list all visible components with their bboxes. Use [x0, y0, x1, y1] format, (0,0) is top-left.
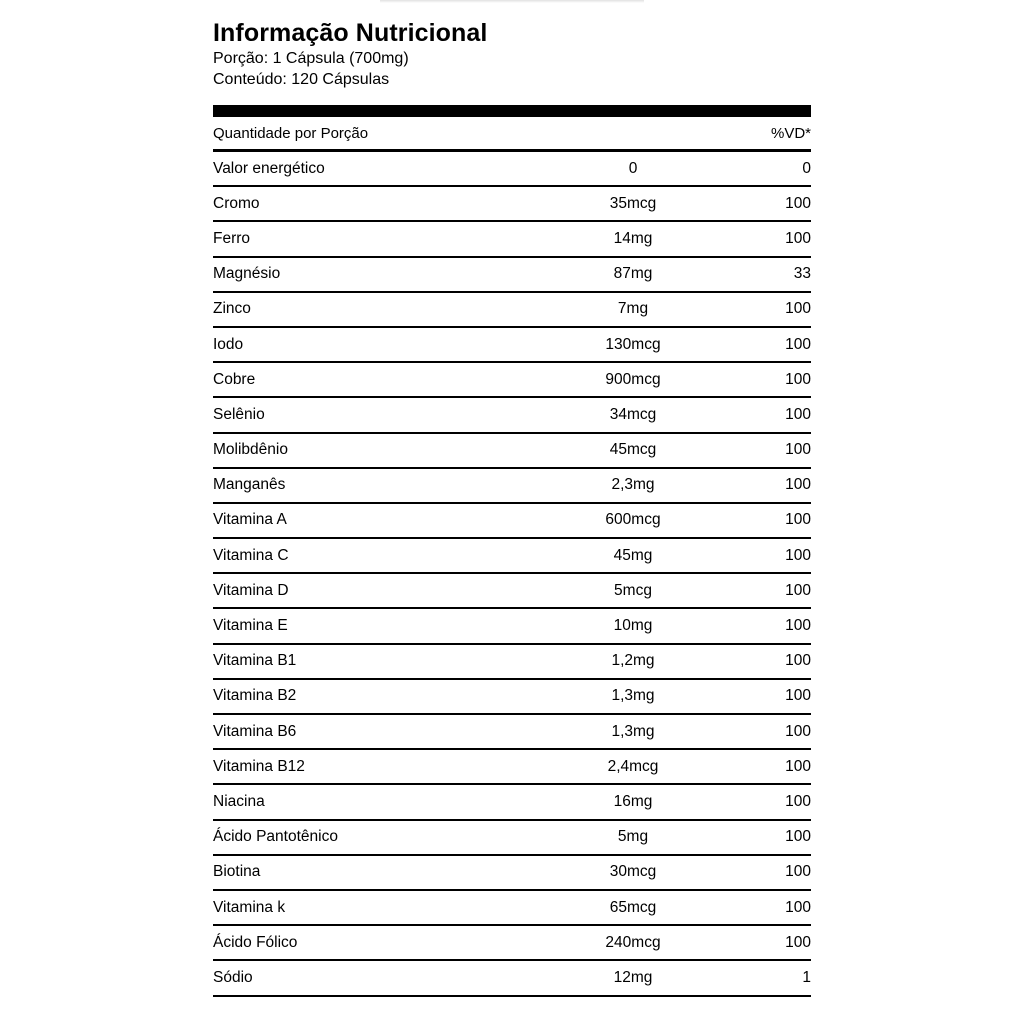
table-row: [213, 680, 811, 715]
nutrient-amount: 1,2mg: [611, 652, 655, 670]
nutrient-name: Valor energético: [213, 159, 325, 177]
nutrient-vd: 1: [802, 968, 811, 986]
nutrient-vd: 100: [785, 863, 811, 881]
table-header: [213, 117, 811, 152]
table-row: [213, 574, 811, 609]
nutrient-vd: 100: [785, 441, 811, 459]
nutrient-vd: 100: [785, 792, 811, 810]
thick-divider: [213, 105, 811, 117]
table-row: [213, 961, 811, 996]
nutrient-amount: 600mcg: [605, 511, 661, 529]
nutrient-amount: 5mg: [617, 828, 649, 846]
nutrient-amount: 14mg: [613, 229, 653, 247]
header-quantity-label: Quantidade por Porção: [213, 124, 369, 142]
nutrient-name: Biotina: [213, 863, 261, 881]
nutrient-name: Iodo: [213, 335, 244, 353]
nutrition-label: [213, 18, 811, 997]
nutrient-name: Vitamina E: [213, 617, 288, 635]
table-row: [213, 293, 811, 328]
nutrient-vd: 100: [785, 581, 811, 599]
nutrient-vd: 100: [785, 229, 811, 247]
nutrient-vd: 33: [793, 265, 811, 283]
table-row: [213, 328, 811, 363]
table-row: [213, 821, 811, 856]
nutrient-table-body: [213, 152, 811, 997]
content-text: Conteúdo: 120 Cápsulas: [213, 71, 390, 88]
portion-text: Porção: 1 Cápsula (700mg): [213, 50, 409, 67]
nutrient-name: Selênio: [213, 405, 265, 423]
nutrient-amount: 35mcg: [609, 194, 657, 212]
nutrient-vd: 100: [785, 511, 811, 529]
nutrient-amount: 5mcg: [614, 581, 652, 599]
table-row: [213, 469, 811, 504]
nutrient-name: Ácido Pantotênico: [213, 828, 338, 846]
nutrient-name: Vitamina D: [213, 581, 289, 599]
label-title: Informação Nutricional: [213, 19, 488, 47]
nutrient-vd: 100: [785, 722, 811, 740]
nutrient-name: Vitamina B12: [213, 757, 305, 775]
table-row: [213, 434, 811, 469]
nutrient-amount: 900mcg: [605, 370, 661, 388]
table-row: [213, 187, 811, 222]
table-row: [213, 750, 811, 785]
table-row: [213, 258, 811, 293]
nutrient-name: Ácido Fólico: [213, 933, 298, 951]
nutrient-name: Cobre: [213, 370, 256, 388]
nutrient-vd: 100: [785, 828, 811, 846]
nutrient-amount: 87mg: [613, 265, 653, 283]
nutrient-name: Vitamina k: [213, 898, 286, 916]
nutrient-vd: 100: [785, 370, 811, 388]
table-row: [213, 856, 811, 891]
nutrient-name: Ferro: [213, 229, 251, 247]
nutrient-name: Zinco: [213, 300, 251, 318]
nutrient-name: Vitamina A: [213, 511, 287, 529]
nutrient-amount: 130mcg: [605, 335, 661, 353]
nutrient-amount: 1,3mg: [611, 687, 655, 705]
nutrient-name: Vitamina C: [213, 546, 289, 564]
nutrient-amount: 45mg: [613, 546, 653, 564]
nutrient-vd: 100: [785, 652, 811, 670]
header-vd-label: %VD*: [770, 124, 811, 142]
nutrient-amount: 0: [628, 159, 638, 177]
nutrient-vd: 100: [785, 546, 811, 564]
nutrient-amount: 16mg: [613, 792, 653, 810]
table-row: [213, 785, 811, 820]
table-row: [213, 504, 811, 539]
table-row: [213, 398, 811, 433]
nutrient-amount: 10mg: [613, 617, 653, 635]
nutrient-name: Vitamina B6: [213, 722, 297, 740]
nutrient-amount: 12mg: [613, 968, 653, 986]
nutrient-amount: 45mcg: [609, 441, 657, 459]
table-row: [213, 609, 811, 644]
nutrient-name: Molibdênio: [213, 441, 288, 459]
nutrient-vd: 100: [785, 617, 811, 635]
nutrient-amount: 7mg: [617, 300, 649, 318]
top-edge-shadow: [380, 0, 644, 3]
nutrient-vd: 0: [802, 159, 811, 177]
nutrient-name: Sódio: [213, 968, 253, 986]
nutrient-name: Cromo: [213, 194, 260, 212]
table-row: [213, 539, 811, 574]
table-row: [213, 363, 811, 398]
table-row: [213, 152, 811, 187]
nutrient-vd: 100: [785, 757, 811, 775]
nutrient-vd: 100: [785, 933, 811, 951]
nutrient-vd: 100: [785, 335, 811, 353]
nutrient-amount: 30mcg: [609, 863, 657, 881]
nutrient-vd: 100: [785, 687, 811, 705]
nutrient-amount: 240mcg: [605, 933, 661, 951]
nutrient-name: Magnésio: [213, 265, 281, 283]
table-row: [213, 926, 811, 961]
table-row: [213, 645, 811, 680]
nutrient-vd: 100: [785, 476, 811, 494]
nutrient-vd: 100: [785, 405, 811, 423]
nutrient-amount: 65mcg: [609, 898, 657, 916]
nutrient-vd: 100: [785, 898, 811, 916]
table-row: [213, 222, 811, 257]
nutrient-name: Manganês: [213, 476, 286, 494]
nutrient-amount: 2,3mg: [611, 476, 655, 494]
nutrient-amount: 2,4mcg: [607, 757, 659, 775]
table-row: [213, 715, 811, 750]
nutrient-vd: 100: [785, 300, 811, 318]
nutrient-name: Vitamina B2: [213, 687, 297, 705]
nutrient-vd: 100: [785, 194, 811, 212]
nutrient-amount: 1,3mg: [611, 722, 655, 740]
nutrient-amount: 34mcg: [609, 405, 657, 423]
table-row: [213, 891, 811, 926]
nutrient-name: Niacina: [213, 792, 265, 810]
nutrient-name: Vitamina B1: [213, 652, 297, 670]
